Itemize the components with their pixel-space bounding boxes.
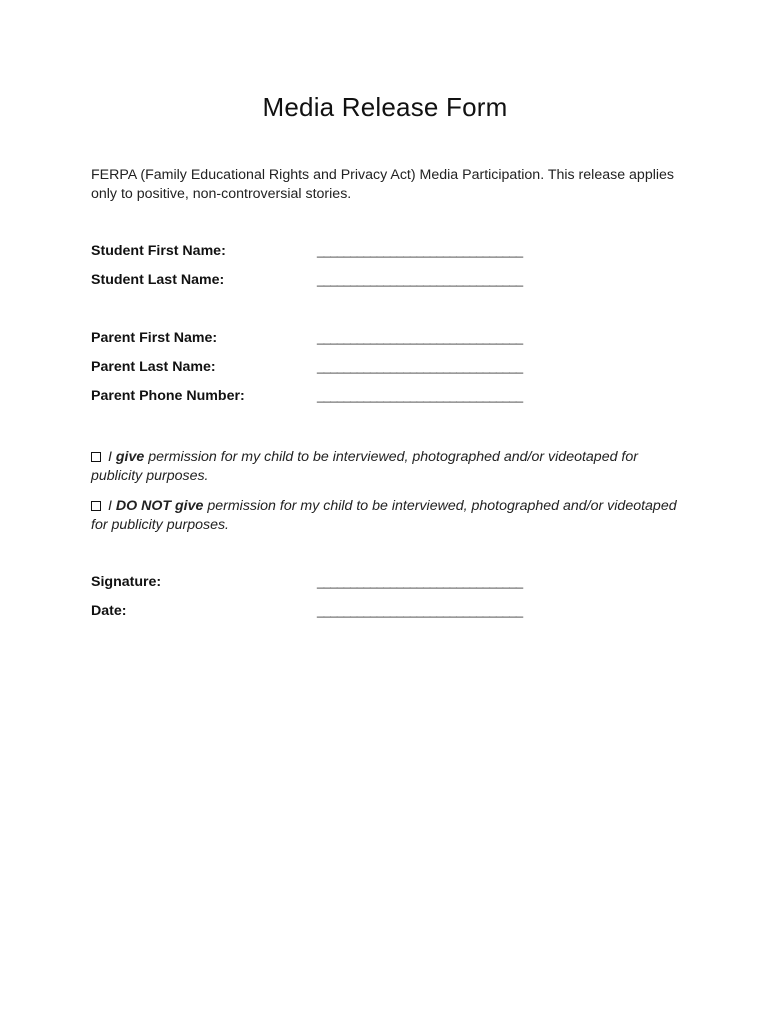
parent-phone-row bbox=[91, 388, 521, 408]
consent-do-not-give-prefix: I bbox=[108, 498, 116, 514]
parent-first-name-label: Parent First Name: bbox=[91, 330, 218, 346]
student-last-name-row bbox=[91, 272, 521, 292]
student-last-name-field[interactable]: _______________________________ bbox=[317, 272, 523, 287]
parent-last-name-label: Parent Last Name: bbox=[91, 359, 216, 375]
consent-give-prefix: I bbox=[108, 449, 116, 465]
student-last-name-label: Student Last Name: bbox=[91, 272, 225, 288]
signature-label: Signature: bbox=[91, 574, 162, 590]
parent-phone-field[interactable]: _______________________________ bbox=[317, 388, 523, 403]
signature-field[interactable]: _______________________________ bbox=[317, 574, 523, 589]
parent-last-name-field[interactable]: _______________________________ bbox=[317, 359, 523, 374]
intro-paragraph: FERPA (Family Educational Rights and Privacy Act) Media Participation. This release applies only to positive, non-controversial stories. bbox=[91, 167, 674, 202]
do-not-give-permission-checkbox[interactable] bbox=[91, 501, 101, 511]
date-label: Date: bbox=[91, 603, 127, 619]
parent-phone-label: Parent Phone Number: bbox=[91, 388, 245, 404]
student-first-name-field[interactable]: _______________________________ bbox=[317, 243, 523, 258]
date-row bbox=[91, 603, 521, 623]
signature-row bbox=[91, 574, 521, 594]
date-field[interactable]: _______________________________ bbox=[317, 603, 523, 618]
student-first-name-label: Student First Name: bbox=[91, 243, 226, 259]
parent-first-name-row bbox=[91, 330, 521, 350]
parent-last-name-row bbox=[91, 359, 521, 379]
consent-do-not-give-option bbox=[91, 497, 691, 535]
consent-give-text: permission for my child to be interviewed, photographed and/or videotaped for publicity purposes. bbox=[91, 449, 638, 484]
consent-give-emphasis: give bbox=[115, 449, 145, 465]
student-first-name-row bbox=[91, 243, 521, 263]
consent-do-not-give-text: permission for my child to be interviewed, photographed and/or videotaped for publicity purposes. bbox=[91, 498, 677, 533]
consent-give-option bbox=[91, 448, 691, 486]
consent-do-not-give-emphasis: DO NOT give bbox=[115, 498, 204, 514]
parent-first-name-field[interactable]: _______________________________ bbox=[317, 330, 523, 345]
give-permission-checkbox[interactable] bbox=[91, 452, 101, 462]
page-title: Media Release Form bbox=[262, 92, 508, 122]
